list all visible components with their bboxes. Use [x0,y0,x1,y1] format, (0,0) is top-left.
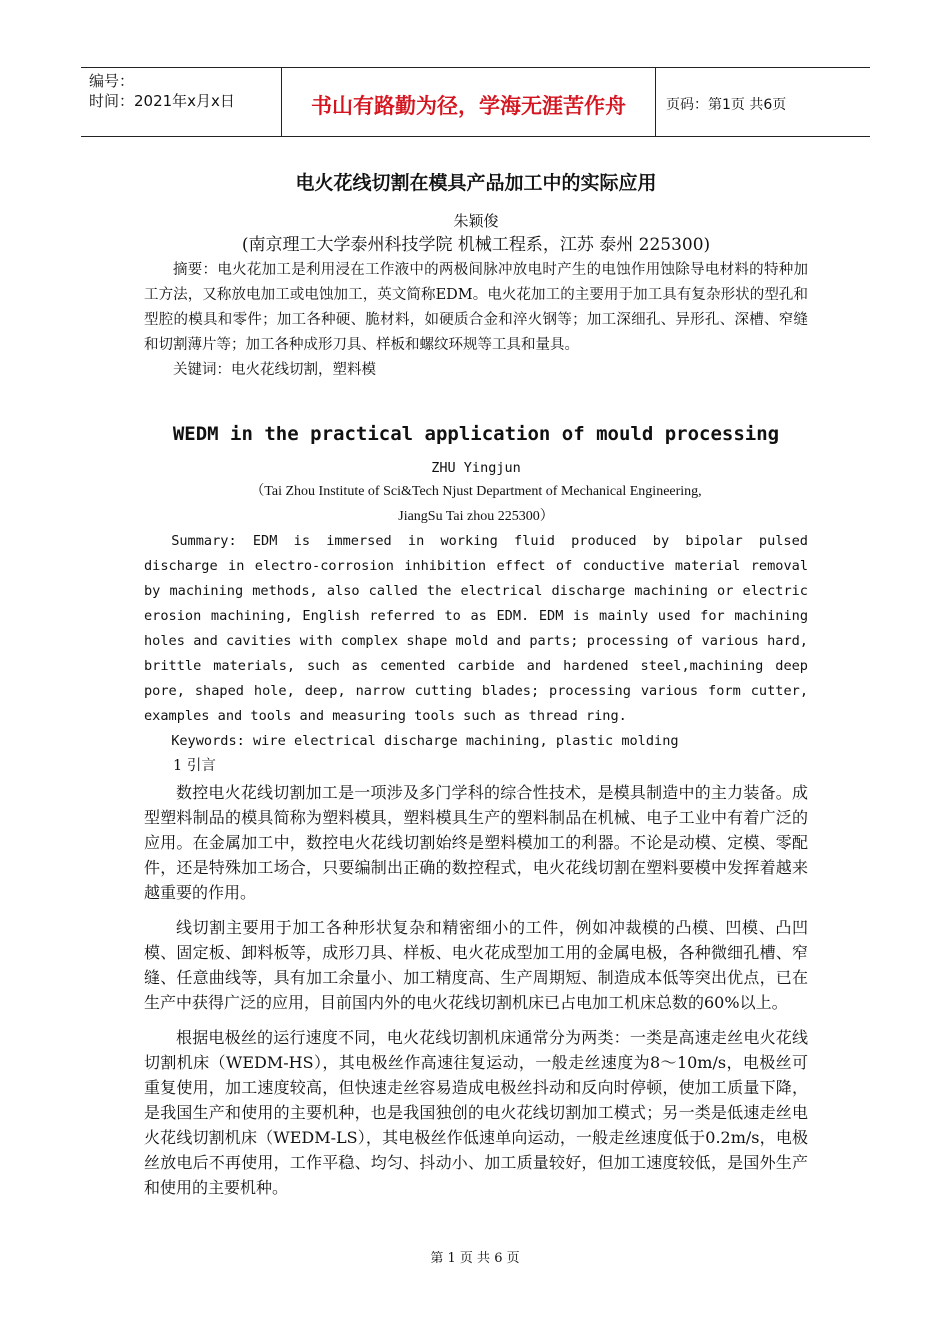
article-body [144,170,808,1210]
affiliation-en-line2: JiangSu Tai zhou 225300） [398,509,554,524]
keywords-cn: 关键词：电火花线切割，塑料模 [173,362,376,378]
header-meta [81,68,282,136]
title-cn: 电火花线切割在模具产品加工中的实际应用 [295,172,657,194]
affiliation-en-line1: （Tai Zhou Institute of Sci&Tech Njust Department of Mechanical Engineering, [250,484,702,499]
title-en: WEDM in the practical application of mould processing [172,423,780,445]
number-label: 编号： [89,72,135,90]
body-paragraph: 根据电极丝的运行速度不同，电火花线切割机床通常分为两类：一类是高速走丝电火花线切割机床（WEDM-HS），其电极丝作高速往复运动，一般走丝速度为8～10m/s，电极丝可重复使用，加工速度较高，但快速走丝容易造成电极丝抖动和反向时停顿，使加工质量下降，是我国生产和使用的主要机种，也是我国独创的电火花线切割加工模式；另一类是低速走丝电火花线切割机床（WEDM-LS），其电极丝作低速单向运动，一般走丝速度低于0.2m/s，电极丝放电后不再使用，工作平稳、均匀、抖动小、加工质量较好，但加工速度较低，是国外生产和使用的主要机种。 [144,1028,808,1197]
abstract-cn: 摘要：电火花加工是利用浸在工作液中的两极间脉冲放电时产生的电蚀作用蚀除导电材料的特种加工方法，又称放电加工或电蚀加工，英文简称EDM。电火花加工的主要用于加工具有复杂形状的型孔和型腔的模具和零件；加工各种硬、脆材料，如硬质合金和淬火钢等；加工深细孔、异形孔、深槽、窄缝和切割薄片等；加工各种成形刀具、样板和螺纹环规等工具和量具。 [144,262,808,353]
header-motto: 书山有路勤为径，学海无涯苦作舟 [282,68,656,136]
author-cn: 朱颖俊 [453,212,499,230]
time-label: 时间：2021年x月x日 [89,92,235,110]
affiliation-cn: (南京理工大学泰州科技学院 机械工程系，江苏 泰州 225300) [241,235,711,255]
summary-en: Summary: EDM is immersed in working fluid produced by bipolar pulsed discharge in electro-corrosion inhibition effect of conductive material removal by machining methods, also called the electrical discharge machining or electric erosion machining, English referred to as EDM. EDM is mainly used for machining holes and cavities with complex shape mold and parts; processing of various hard, brittle materials, such as cemented carbide and hardened steel,machining deep pore, shaped hole, deep, narrow cutting blades; processing various form cutter, examples and tools and measuring tools such as thread ring. [144,533,808,724]
header-page-label: 页码：第1页 共6页 [666,97,787,113]
body-paragraph: 数控电火花线切割加工是一项涉及多门学科的综合性技术，是模具制造中的主力装备。成型塑料制品的模具简称为塑料模具，塑料模具生产的塑料制品在机械、电子工业中有着广泛的应用。在金属加工中，数控电火花线切割始终是塑料模加工的利器。不论是动模、定模、零配件，还是特殊加工场合，只要编制出正确的数控程式，电火花线切割在塑料要模中发挥着越来越重要的作用。 [144,783,808,902]
section-heading: 1 引言 [173,758,216,774]
body-paragraph: 线切割主要用于加工各种形状复杂和精密细小的工件，例如冲裁模的凸模、凹模、凸凹模、固定板、卸料板等，成形刀具、样板、电火花成型加工用的金属电极，各种微细孔槽、窄缝、任意曲线等，具有加工余量小、加工精度高、生产周期短、制造成本低等突出优点，已在生产中获得广泛的应用，目前国内外的电火花线切割机床已占电加工机床总数的60%以上。 [144,918,808,1012]
page-header [81,67,870,137]
keywords-en: Keywords: wire electrical discharge machining, plastic molding [171,733,679,749]
page-footer: 第 1 页 共 6 页 [430,1251,520,1266]
author-en: ZHU Yingjun [431,460,521,476]
